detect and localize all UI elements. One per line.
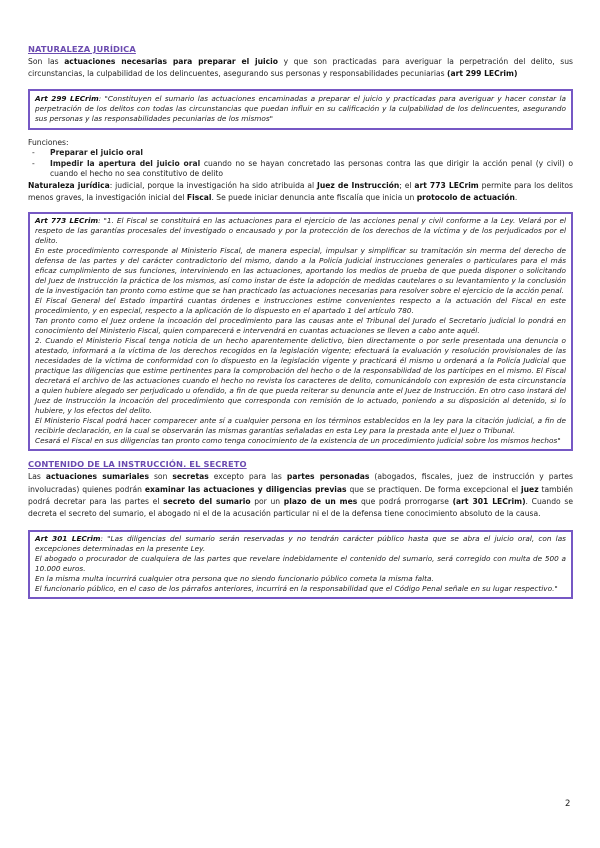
intro-paragraph: Son las actuaciones necesarias para preparar el juicio y que son practicadas para averiguar la perpetración del delito, sus circunstancias, la culpabilidad de los delincuentes, asegurando sus personas y responsabilidades pecuniarias (art 299 LECrim) xyxy=(28,57,573,79)
quote-art-773-p6: El Ministerio Fiscal podrá hacer comparecer ante sí a cualquier persona en los términos establecidos en la ley para la citación judicial, a fin de recibirle declaración, en la cual se observarán las mismas garantías señaladas en esta Ley para la prestada ante el Juez o Tribunal. xyxy=(35,416,566,436)
list-item: - Preparar el juicio oral xyxy=(44,148,573,159)
section-heading-naturaleza: NATURALEZA JURÍDICA xyxy=(28,44,136,54)
quote-art-301-p2: El abogado o procurador de cualquiera de las partes que revelare indebidamente el contenido del sumario, será corregido con multa de 500 a 10.000 euros. xyxy=(35,554,566,574)
quote-art-301-p4: El funcionario público, en el caso de los párrafos anteriores, incurrirá en la responsabilidad que el Código Penal señale en su lugar respectivo." xyxy=(35,584,558,594)
nature-paragraph: Naturaleza jurídica: judicial, porque la investigación ha sido atribuida al Juez de Instrucción; el art 773 LECrim permite para los delitos menos graves, la investigación inicial del Fiscal. Se puede iniciar denuncia ante fiscalía que inicia un protocolo de actuación. xyxy=(28,180,574,203)
quote-art-301-p3: En la misma multa incurrirá cualquier otra persona que no siendo funcionario público cometa la misma falta. xyxy=(35,574,434,584)
quote-art-773-p4: Tan pronto como el Juez ordene la incoación del procedimiento para las causas ante el Tribunal del Jurado el Secretario judicial lo pondrá en conocimiento del Ministerio Fiscal, quien comparecerá e intervendrá en cuantas actuaciones se lleven a cabo ante aquél. xyxy=(35,316,566,336)
quote-art-773-p1: Art 773 LECrim: "1. El Fiscal se constituirá en las actuaciones para el ejercicio de las acciones penal y civil conforme a la Ley. Velará por el respeto de las garantías procesales del investigado o encausado y por la protección de los derechos de la víctima y de los perjudicados por el delito. xyxy=(35,216,566,246)
document-page xyxy=(28,44,573,599)
quote-box-art-301 xyxy=(28,530,573,599)
functions-list xyxy=(28,148,573,180)
section-heading-contenido: CONTENIDO DE LA INSTRUCCIÓN. EL SECRETO xyxy=(28,459,247,470)
list-item: - Impedir la apertura del juicio oral cuando no se hayan concretado las personas contra las que dirigir la acción penal (y civil) o cuando el hecho no sea constitutivo de delito xyxy=(44,159,573,180)
page-number: 2 xyxy=(565,799,571,809)
quote-art-301-p1: Art 301 LECrim: "Las diligencias del sumario serán reservadas y no tendrán carácter público hasta que se abra el juicio oral, con las excepciones determinadas en la presente Ley. xyxy=(35,534,566,554)
quote-art-773-p7: Cesará el Fiscal en sus diligencias tan pronto como tenga conocimiento de la existencia de un procedimiento judicial sobre los mismos hechos" xyxy=(35,436,561,446)
quote-box-art-773 xyxy=(28,212,573,451)
quote-art-773-p5: 2. Cuando el Ministerio Fiscal tenga noticia de un hecho aparentemente delictivo, bien directamente o por serle presentada una denuncia o atestado, informará a la víctima de los derechos recogidos en la legislación vigente; efectuará la evaluación y resolución provisionales de las necesidades de la víctima de conformidad con lo dispuesto en la legislación vigente y practicará él mismo u ordenará a la Policía Judicial que practique las diligencias que estime pertinentes para la comprobación del hecho o de la responsabilidad de los partícipes en el mismo. El Fiscal decretará el archivo de las actuaciones cuando el hecho no revista los caracteres de delito, comunicándolo con expresión de esta circunstancia a quien hubiere alegado ser perjudicado u ofendido, a fin de que pueda reiterar su denuncia ante el Juez de Instrucción. En otro caso instará del Juez de Instrucción la incoación del procedimiento que corresponda con remisión de lo actuado, poniendo a su disposición al detenido, si lo hubiere, y los efectos del delito. xyxy=(35,336,566,416)
quote-box-art-299 xyxy=(28,89,573,130)
quote-art-773-p3: El Fiscal General del Estado impartirá cuantas órdenes e instrucciones estime convenientes respecto a la actuación del Fiscal en este procedimiento, y en especial, respecto a la aplicación de lo dispuesto en el apartado 1 del artículo 780. xyxy=(35,296,566,316)
functions-label: Funciones: xyxy=(28,138,69,148)
quote-art-299: Art 299 LECrim: "Constituyen el sumario las actuaciones encaminadas a preparar el juicio y practicadas para averiguar y hacer constar la perpetración de los delitos con todas las circunstancias que puedan influir en su calificación y la culpabilidad de los delincuentes, asegurando sus personas y las responsabilidades pecuniarias de los mismos" xyxy=(35,94,566,124)
secret-paragraph: Las actuaciones sumariales son secretas excepto para las partes personadas (abogados, fiscales, juez de instrucción y partes involucradas) quienes podrán examinar las actuaciones y diligencias previas que se practiquen. De forma excepcional el juez también podrá decretar para las partes el secreto del sumario por un plazo de un mes que podrá prorrogarse (art 301 LECrim). Cuando se decreta el secreto del sumario, el abogado ni el de la acusación particular ni el de la defensa tiene conocimiento absoluto de la causa. xyxy=(28,472,573,518)
quote-art-773-p2: En este procedimiento corresponde al Ministerio Fiscal, de manera especial, impulsar y simplificar su tramitación sin merma del derecho de defensa de las partes y del carácter contradictorio del mismo, dando a la Policía Judicial instrucciones generales o particulares para el más eficaz cumplimiento de sus funciones, interviniendo en las actuaciones, aportando los medios de prueba de que pueda disponer o solicitando del Juez de Instrucción la práctica de los mismos, así como instar de éste la adopción de medidas cautelares o su levantamiento y la conclusión de la investigación tan pronto como estime que se han practicado las actuaciones necesarias para resolver sobre el ejercicio de la acción penal. xyxy=(35,246,566,296)
